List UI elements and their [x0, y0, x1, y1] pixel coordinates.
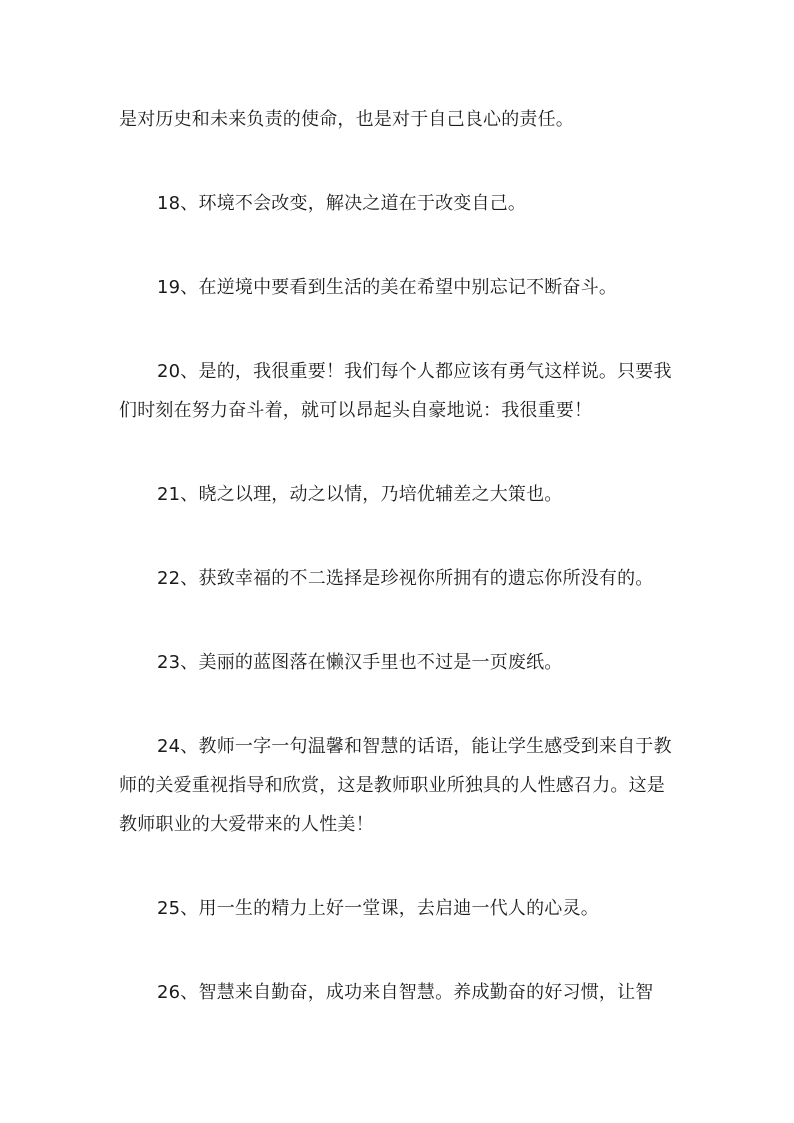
paragraph-21: 21、晓之以理，动之以情，乃培优辅差之大策也。 — [157, 484, 563, 505]
paragraph-gap — [119, 307, 679, 352]
paragraph-continuation: 是对历史和未来负责的使命，也是对于自己良心的责任。 — [119, 109, 574, 130]
paragraph-gap — [119, 223, 679, 268]
document-body — [119, 100, 679, 1012]
paragraph-18: 18、环境不会改变，解决之道在于改变自己。 — [157, 193, 527, 214]
paragraph-gap — [119, 598, 679, 643]
paragraph-19: 19、在逆境中要看到生活的美在希望中别忘记不断奋斗。 — [157, 277, 618, 298]
paragraph-gap — [119, 514, 679, 559]
paragraph-gap — [119, 139, 679, 184]
paragraph-gap — [119, 928, 679, 973]
paragraph-25: 25、用一生的精力上好一堂课，去启迪一代人的心灵。 — [157, 898, 599, 919]
paragraph-23: 23、美丽的蓝图落在懒汉手里也不过是一页废纸。 — [157, 652, 563, 673]
paragraph-24: 24、教师一字一句温馨和智慧的话语，能让学生感受到来自于教师的关爱重视指导和欣赏，这是教师职业所独具的人性感召力。这是教师职业的大爱带来的人性美！ — [119, 736, 672, 835]
paragraph-22: 22、获致幸福的不二选择是珍视你所拥有的遗忘你所没有的。 — [157, 568, 654, 589]
paragraph-26: 26、智慧来自勤奋，成功来自智慧。养成勤奋的好习惯，让智 — [157, 982, 654, 1003]
paragraph-gap — [119, 844, 679, 889]
paragraph-20: 20、是的，我很重要！我们每个人都应该有勇气这样说。只要我们时刻在努力奋斗着，就可以昂起头自豪地说：我很重要！ — [119, 361, 672, 421]
paragraph-gap — [119, 430, 679, 475]
paragraph-gap — [119, 682, 679, 727]
